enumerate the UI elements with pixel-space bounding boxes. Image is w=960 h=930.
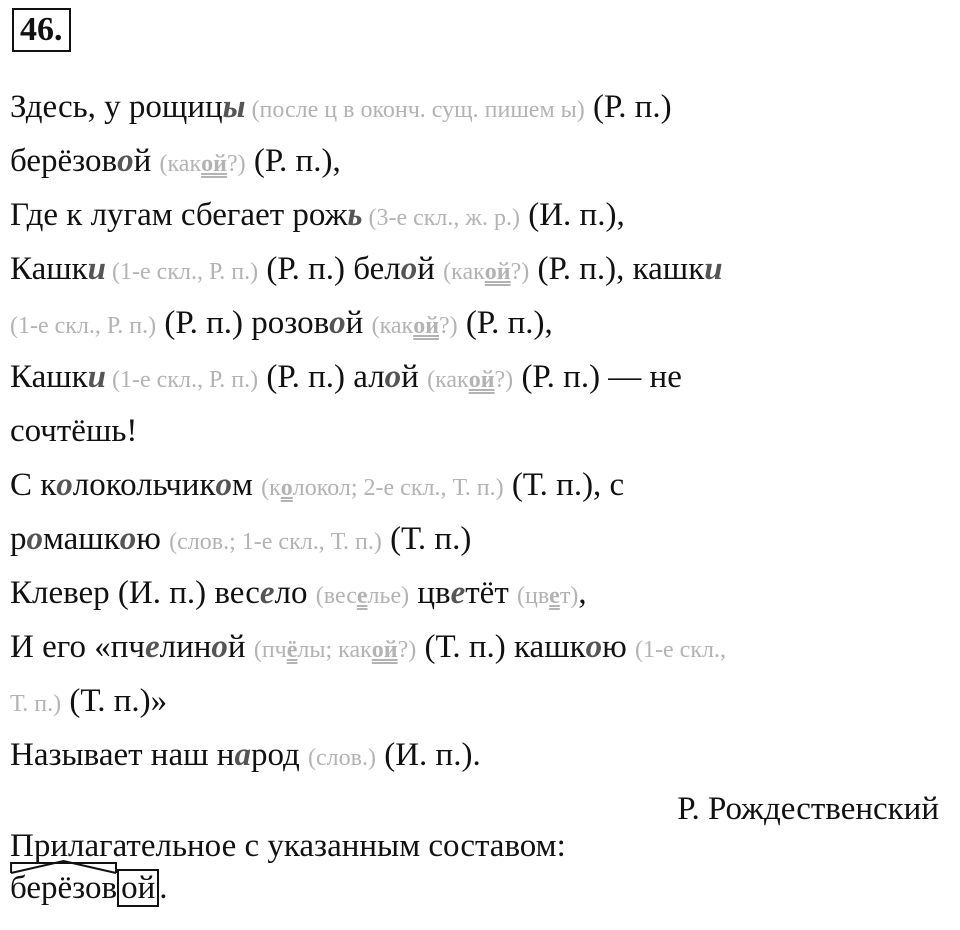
annotation-fragment: локол; 2-е скл., Т. п.) xyxy=(292,475,504,501)
spelling-letter: о xyxy=(26,521,43,557)
text-fragment: И его «пч xyxy=(10,629,145,665)
text-fragment: (Т. п.) xyxy=(381,521,472,557)
text-line xyxy=(10,350,955,404)
annotation-fragment: (пч xyxy=(253,637,287,663)
spelling-letter: и xyxy=(704,251,723,287)
text-fragment: й xyxy=(401,359,428,395)
spelling-letter: ь xyxy=(347,197,363,233)
poem-text xyxy=(10,80,955,836)
text-fragment: машк xyxy=(43,521,120,557)
spelling-letter: е xyxy=(144,629,160,665)
text-fragment: Здесь, у рощиц xyxy=(10,89,223,125)
spelling-letter: о xyxy=(211,629,228,665)
text-fragment: (И. п.). xyxy=(375,737,481,773)
text-fragment: сочтёшь! xyxy=(10,413,138,449)
annotation-fragment: ой xyxy=(371,637,398,663)
annotation-fragment: ой xyxy=(468,367,495,393)
task-text: Прилагательное с указанным составом: xyxy=(10,828,566,864)
annotation-fragment: (после ц в оконч. сущ. пишем ы) xyxy=(245,97,585,123)
spelling-letter: о xyxy=(329,305,346,341)
text-fragment: цв xyxy=(409,575,451,611)
annotation-fragment: (слов.; 1-е скл., Т. п.) xyxy=(169,529,382,555)
text-fragment: лин xyxy=(159,629,212,665)
annotation-fragment: (3-е скл., ж. р.) xyxy=(362,205,520,231)
exercise-number: 46. xyxy=(12,8,71,52)
text-line xyxy=(10,242,955,296)
spelling-letter: о xyxy=(56,467,73,503)
annotation-fragment: (как xyxy=(371,313,414,339)
spelling-letter: ы xyxy=(222,89,246,125)
text-fragment: (Р. п.) розов xyxy=(156,305,330,341)
annotation-fragment: ой xyxy=(484,259,511,285)
text-fragment: Р. Рождественский xyxy=(677,791,939,827)
annotation-fragment: Т. п.) xyxy=(10,691,62,717)
text-fragment: (Р. п.) — не xyxy=(513,359,682,395)
text-fragment: ю xyxy=(602,629,636,665)
text-fragment: (Р. п.), xyxy=(245,143,341,179)
spelling-letter: е xyxy=(450,575,466,611)
text-fragment: , xyxy=(578,575,587,611)
text-fragment: (И. п.), xyxy=(519,197,625,233)
spelling-letter: и xyxy=(87,251,107,287)
annotation-fragment: (1-е скл., Р. п.) xyxy=(106,367,259,393)
text-fragment: й xyxy=(227,629,254,665)
annotation-fragment: ?) xyxy=(397,637,417,663)
spelling-letter: е xyxy=(259,575,275,611)
text-fragment: м xyxy=(231,467,262,503)
annotation-fragment: ой xyxy=(413,313,440,339)
end-punctuation: . xyxy=(159,870,168,906)
spelling-letter: а xyxy=(234,737,251,773)
text-fragment: (Р. п.) ал xyxy=(258,359,385,395)
text-fragment: й xyxy=(417,251,444,287)
text-line xyxy=(10,512,955,566)
annotation-fragment: (как xyxy=(427,367,469,393)
text-line xyxy=(10,188,955,242)
text-fragment: Кашк xyxy=(10,251,88,287)
text-line xyxy=(10,404,955,458)
text-fragment: род xyxy=(250,737,309,773)
annotation-fragment: т) xyxy=(559,583,579,609)
text-fragment: Клевер (И. п.) вес xyxy=(10,575,260,611)
text-fragment: С к xyxy=(10,467,57,503)
text-line xyxy=(10,674,955,728)
annotation-fragment: (1-е скл., Р. п.) xyxy=(10,313,157,339)
text-fragment: р xyxy=(10,521,27,557)
text-fragment: й xyxy=(133,143,160,179)
annotation-fragment: (цв xyxy=(517,583,550,609)
spelling-letter: и xyxy=(87,359,107,395)
spelling-letter: о xyxy=(384,359,402,395)
text-fragment: (Р. п.) xyxy=(584,89,672,125)
text-fragment: тёт xyxy=(465,575,517,611)
annotation-fragment: ?) xyxy=(439,313,458,339)
text-fragment: й xyxy=(345,305,372,341)
annotation-fragment: ой xyxy=(201,151,227,177)
root-arc-icon xyxy=(10,860,117,874)
annotation-fragment: о xyxy=(280,475,293,501)
spelling-letter: о xyxy=(400,251,418,287)
text-fragment: берёзов xyxy=(10,143,118,179)
annotation-fragment: (1-е скл., xyxy=(635,637,726,663)
text-line xyxy=(10,80,955,134)
spelling-letter: о xyxy=(119,521,137,557)
text-line xyxy=(10,620,955,674)
annotation-fragment: (вес xyxy=(315,583,357,609)
text-fragment: ло xyxy=(274,575,316,611)
annotation-fragment: ё xyxy=(286,637,298,663)
text-fragment: (Р. п.), кашк xyxy=(529,251,705,287)
text-fragment: (Т. п.)» xyxy=(61,683,168,719)
text-fragment: (Т. п.), с xyxy=(503,467,625,503)
spelling-letter: о xyxy=(117,143,134,179)
annotation-fragment: (как xyxy=(443,259,485,285)
annotation-fragment: (как xyxy=(159,151,202,177)
annotation-fragment: лы; как xyxy=(297,637,372,663)
annotation-fragment: (1-е скл., Р. п.) xyxy=(106,259,259,285)
annotation-fragment: (слов.) xyxy=(308,745,376,771)
text-fragment: (Т. п.) кашк xyxy=(416,629,586,665)
spelling-letter: о xyxy=(215,467,232,503)
text-fragment: Где к лугам сбегает рож xyxy=(10,197,348,233)
text-line xyxy=(10,296,955,350)
annotation-fragment: лье) xyxy=(367,583,410,609)
text-fragment: Называет наш н xyxy=(10,737,235,773)
text-line xyxy=(10,458,955,512)
spelling-letter: о xyxy=(585,629,603,665)
morpheme-example xyxy=(10,866,168,910)
text-fragment: локольчик xyxy=(72,467,216,503)
ending-box: ой xyxy=(117,869,159,907)
annotation-fragment: ?) xyxy=(226,151,246,177)
text-line xyxy=(10,566,955,620)
stem-text: берёзов xyxy=(10,870,118,906)
stem-word-part xyxy=(10,866,117,910)
annotation-fragment: (к xyxy=(261,475,281,501)
text-fragment: ю xyxy=(136,521,170,557)
text-line xyxy=(10,134,955,188)
text-fragment: (Р. п.) бел xyxy=(258,251,401,287)
text-line xyxy=(10,728,955,782)
annotation-fragment: ?) xyxy=(494,367,514,393)
text-fragment: (Р. п.), xyxy=(457,305,553,341)
annotation-fragment: е xyxy=(356,583,368,609)
annotation-fragment: ?) xyxy=(510,259,530,285)
annotation-fragment: е xyxy=(549,583,560,609)
text-fragment: Кашк xyxy=(10,359,88,395)
